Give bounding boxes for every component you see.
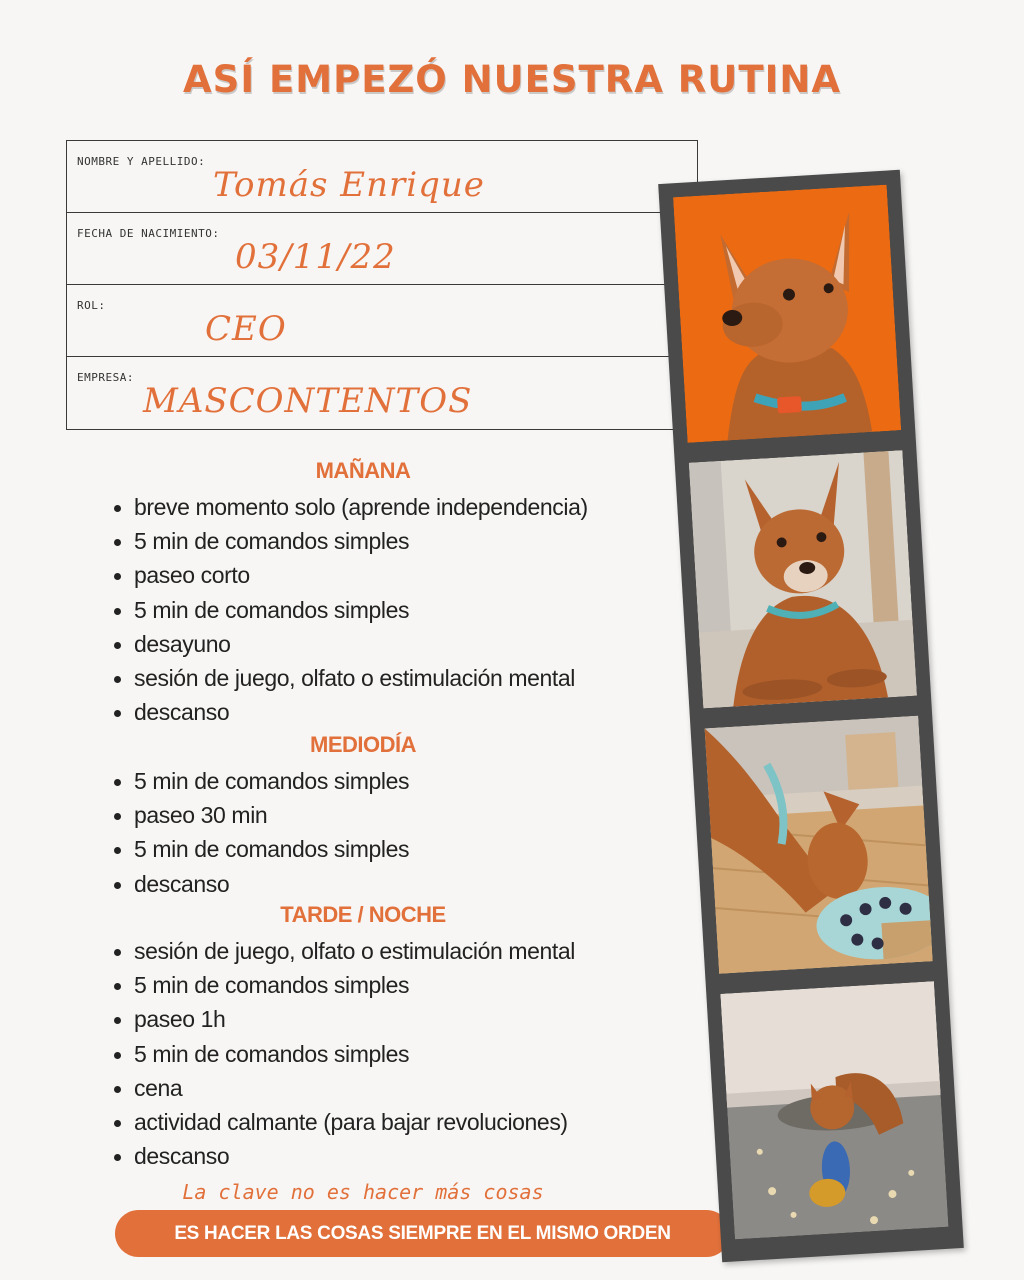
cta-banner: ES HACER LAS COSAS SIEMPRE EN EL MISMO ORDEN — [115, 1210, 730, 1257]
list-item: 5 min de comandos simples — [106, 593, 588, 627]
dog-photo-orange-background — [673, 185, 901, 443]
form-value: CEO — [205, 309, 287, 349]
form-label: FECHA DE NACIMIENTO: — [77, 227, 220, 240]
list-item: paseo corto — [106, 558, 588, 592]
form-value: MASCONTENTOS — [143, 381, 473, 421]
list-item: sesión de juego, olfato o estimulación mental — [106, 934, 575, 968]
routine-list-manana — [106, 490, 588, 729]
list-item: breve momento solo (aprende independencia) — [106, 490, 588, 524]
form-label: NOMBRE Y APELLIDO: — [77, 155, 206, 168]
dog-photo-snuffle-mat — [705, 716, 933, 974]
page-title: ASÍ EMPEZÓ NUESTRA RUTINA — [183, 58, 841, 101]
form-value: Tomás Enrique — [213, 165, 485, 205]
list-item: desayuno — [106, 627, 588, 661]
list-item: actividad calmante (para bajar revoluciones) — [106, 1105, 575, 1139]
tagline: La clave no es hacer más cosas — [182, 1180, 544, 1204]
list-item: descanso — [106, 867, 409, 901]
list-item: 5 min de comandos simples — [106, 764, 409, 798]
list-item: paseo 1h — [106, 1002, 575, 1036]
dog-eating-image — [705, 716, 933, 974]
routine-list-mediodia — [106, 764, 409, 901]
list-item: sesión de juego, olfato o estimulación mental — [106, 661, 588, 695]
form-label: ROL: — [77, 299, 106, 312]
form-value: 03/11/22 — [235, 237, 396, 277]
list-item: descanso — [106, 695, 588, 729]
list-item: descanso — [106, 1139, 575, 1173]
photo-strip — [658, 170, 964, 1262]
list-item: cena — [106, 1071, 575, 1105]
list-item: paseo 30 min — [106, 798, 409, 832]
dog-with-toy-image — [720, 981, 948, 1239]
list-item: 5 min de comandos simples — [106, 1037, 575, 1071]
dog-photo-with-toy — [720, 981, 948, 1239]
dog-photo-lying-on-rug — [689, 450, 917, 708]
list-item: 5 min de comandos simples — [106, 832, 409, 866]
dog-portrait-image — [673, 185, 901, 443]
section-heading-tarde-noche: TARDE / NOCHE — [280, 902, 446, 927]
form-row-company — [67, 357, 697, 429]
form-row-birthdate — [67, 213, 697, 285]
form-label: EMPRESA: — [77, 371, 134, 384]
profile-form — [66, 140, 698, 430]
dog-lying-image — [689, 450, 917, 708]
section-heading-mediodia: MEDIODÍA — [310, 732, 416, 757]
list-item: 5 min de comandos simples — [106, 524, 588, 558]
form-row-role — [67, 285, 697, 357]
list-item: 5 min de comandos simples — [106, 968, 575, 1002]
routine-list-tarde-noche — [106, 934, 575, 1173]
section-heading-manana: MAÑANA — [315, 458, 411, 483]
form-row-name — [67, 141, 697, 213]
